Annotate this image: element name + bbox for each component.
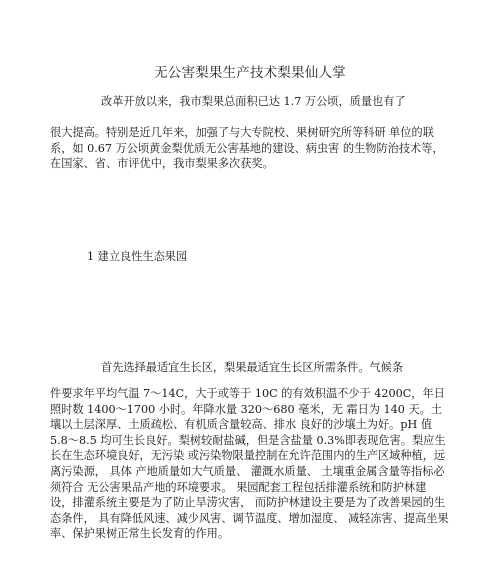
site-selection-paragraph: 首先选择最适宜生长区，梨果最适宜生长区所需条件。气候条: [101, 361, 404, 374]
site-conditions-paragraph: 件要求年平均气温 7～14C，大于或等于 10C 的有效积温不少于 4200C，年日照时数 1400～1700 小时。年降水量 320～680 毫米，无 霜日为 140 天。土壤以土层深厚、土质疏松、有机质含量较高、排水 良好的沙壤土为好。pH 值 5.8～8.5 均可生长良好。梨树较耐盐碱，但是含盐量 0.3%即表现危害。梨应生长在生态环境良好，无污染 或污染物限量控制在允许范围内的生产区域种植，远离污染源， 具体 产地质量如大气质量、 灌溉水质量、 土壤重金属含量等指标必须符合 无公害果品产地的环境要求。 果园配套工程包括排灌系统和防护林建 设，排灌系统主要是为了防止旱涝灾害， 而防护林建设主要是为了改善果园的生态条件， 具有降低风速、减少风害、调节温度、增加湿度、 减轻冻害、提高坐果率、保护果树正常生长发育的作用。: [50, 387, 449, 541]
document-title: 无公害梨果生产技术梨果仙人掌: [154, 65, 346, 81]
intro-paragraph: 改革开放以来，我市梨果总面积已达 1.7 万公顷，质量也有了: [101, 95, 406, 108]
section-heading: 1 建立良性生态果园: [87, 250, 188, 263]
intro-continuation-paragraph: 很大提高。特别是近几年来，加强了与大专院校、果树研究所等科研 单位的联系，如 0.67 万公顷黄金梨优质无公害基地的建设、病虫害 的生物防治技术等，在国家、省、市评优中，我市梨果多次获奖。: [50, 126, 444, 171]
